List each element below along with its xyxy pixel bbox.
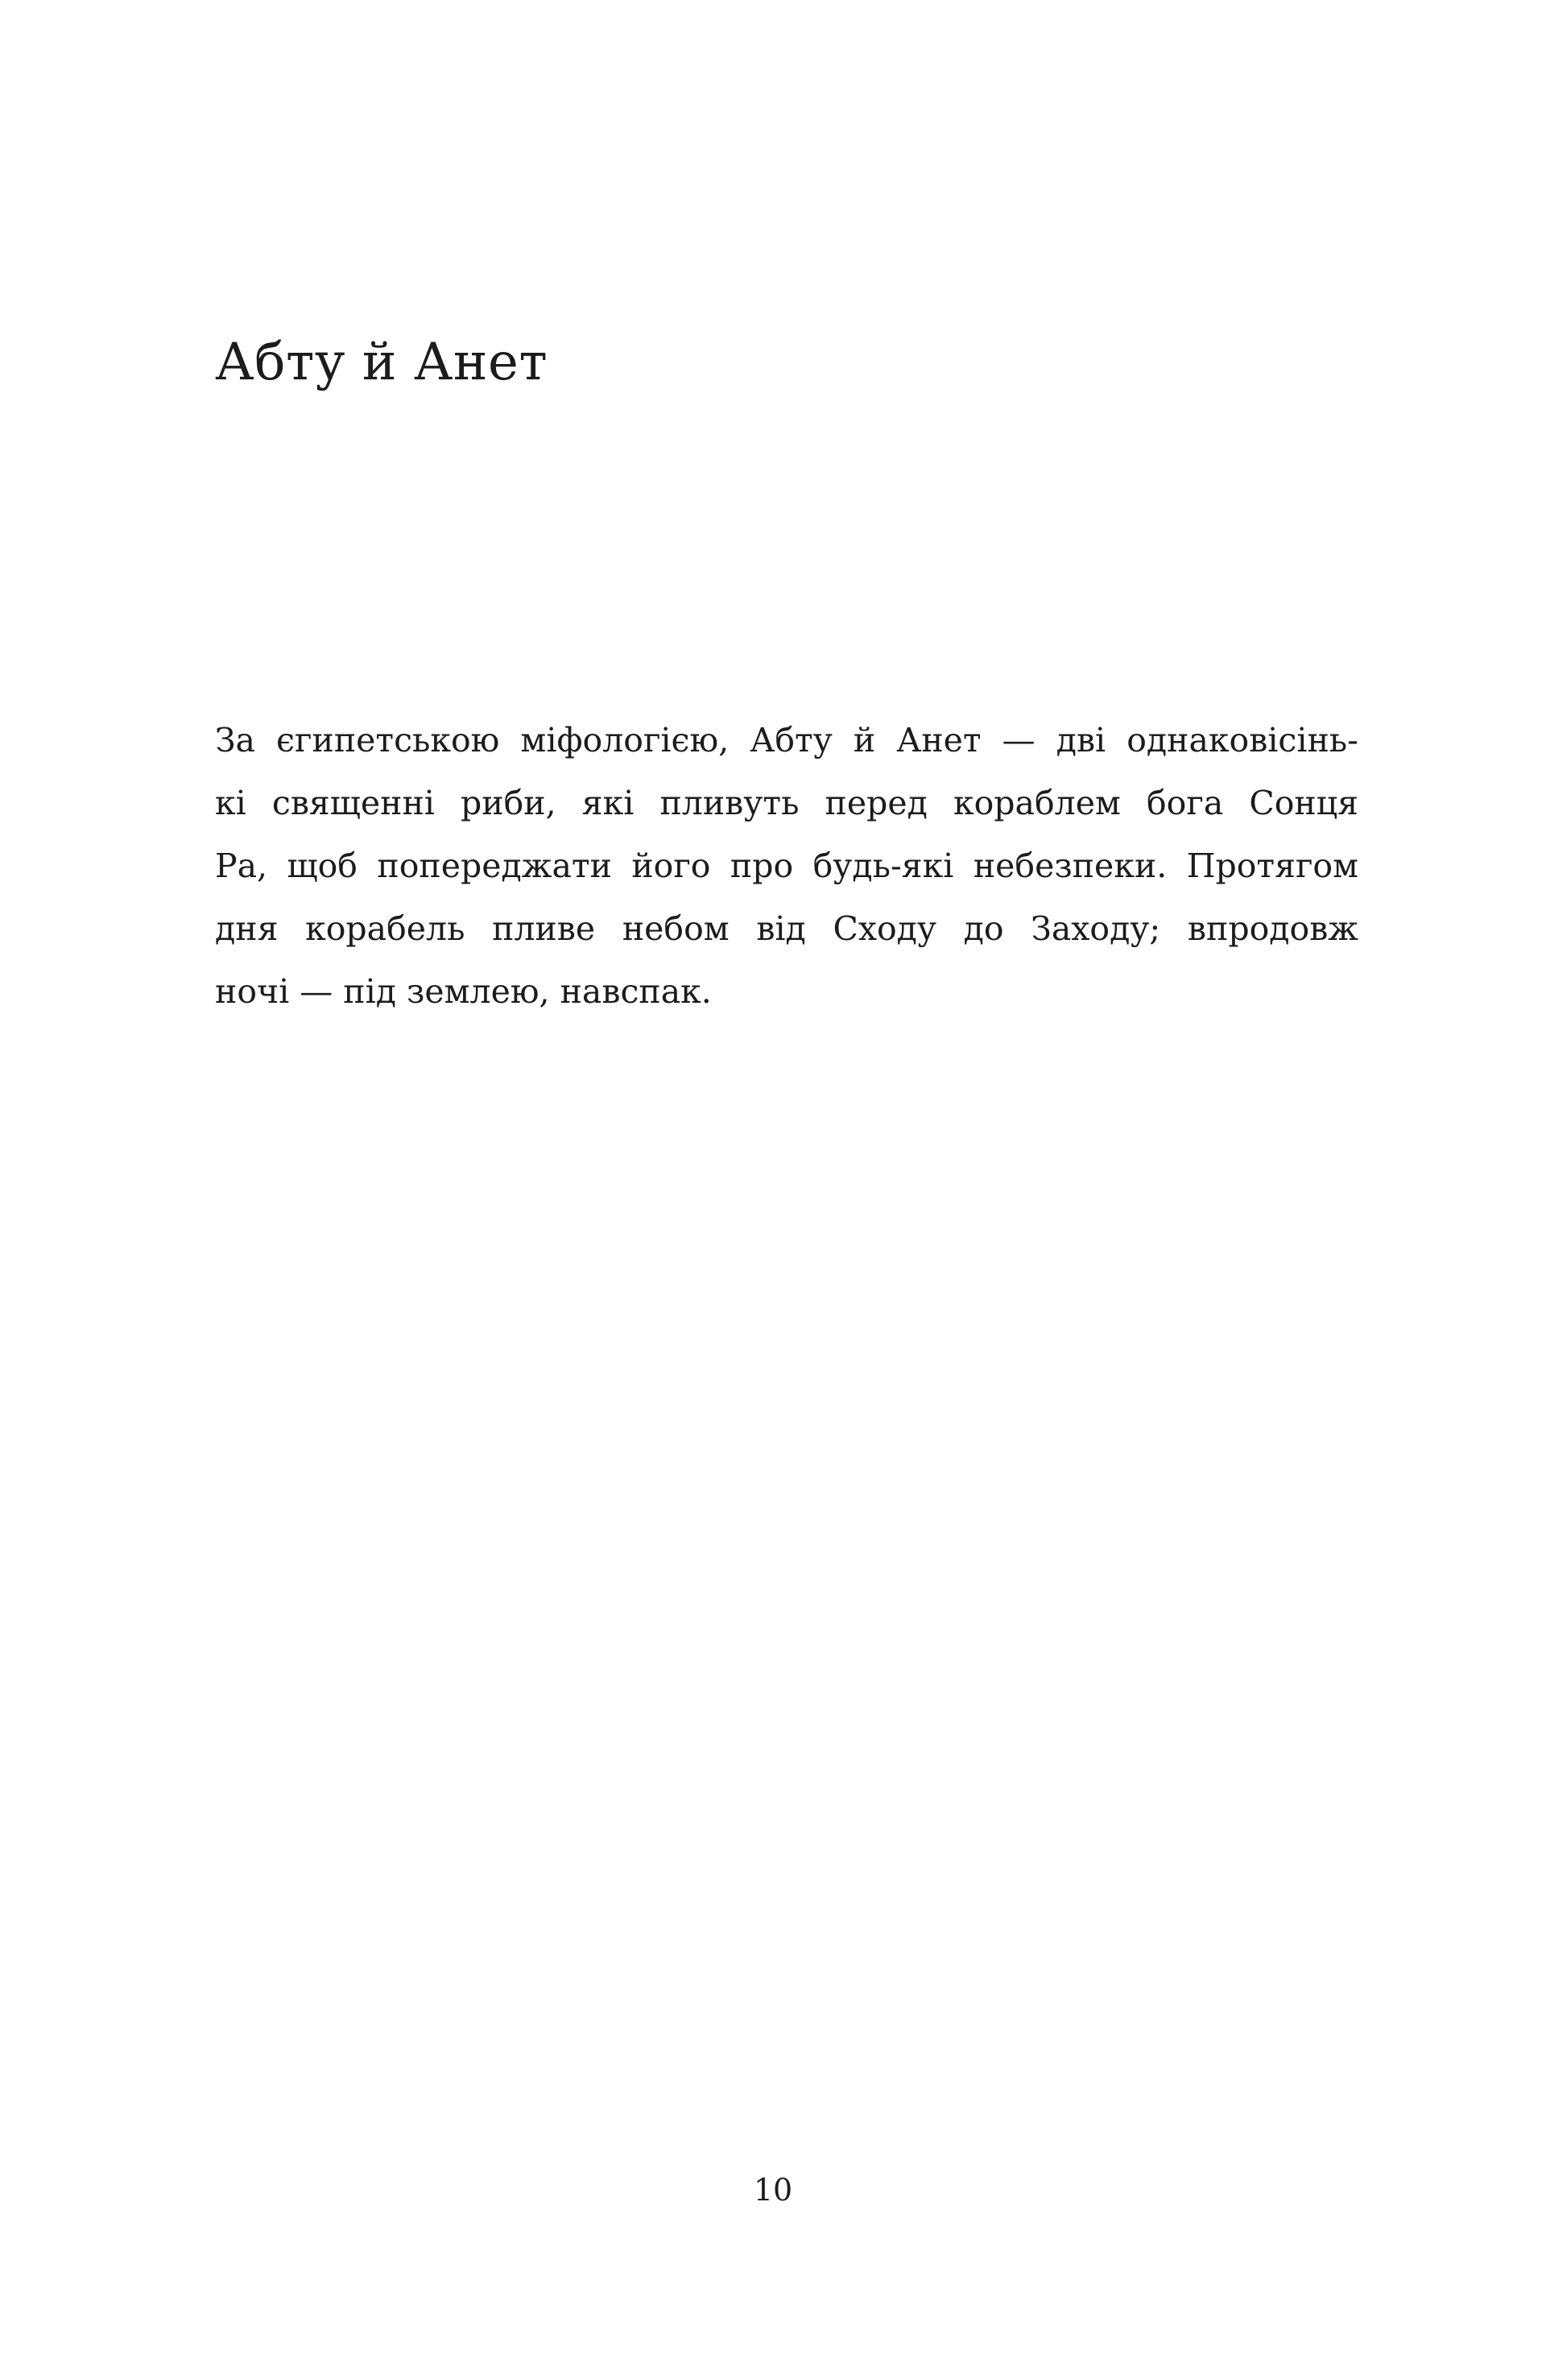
body-paragraph: [215, 709, 1358, 1023]
paragraph-line: Ра, щоб попереджати його про будь-які небезпеки. Протягом: [215, 846, 1358, 885]
page-number: 10: [753, 2172, 793, 2208]
paragraph-line: ночі — під землею, навспак.: [215, 972, 712, 1011]
paragraph-line: кі священні риби, які пливуть перед кораблем бога Сонця: [215, 784, 1358, 822]
paragraph-line: дня корабель пливе небом від Сходу до Заходу; впродовж: [215, 909, 1358, 948]
chapter-title: Абту й Анет: [215, 333, 548, 392]
paragraph-line: За єгипетською міфологією, Абту й Анет — дві однаковісінь-: [215, 721, 1358, 760]
